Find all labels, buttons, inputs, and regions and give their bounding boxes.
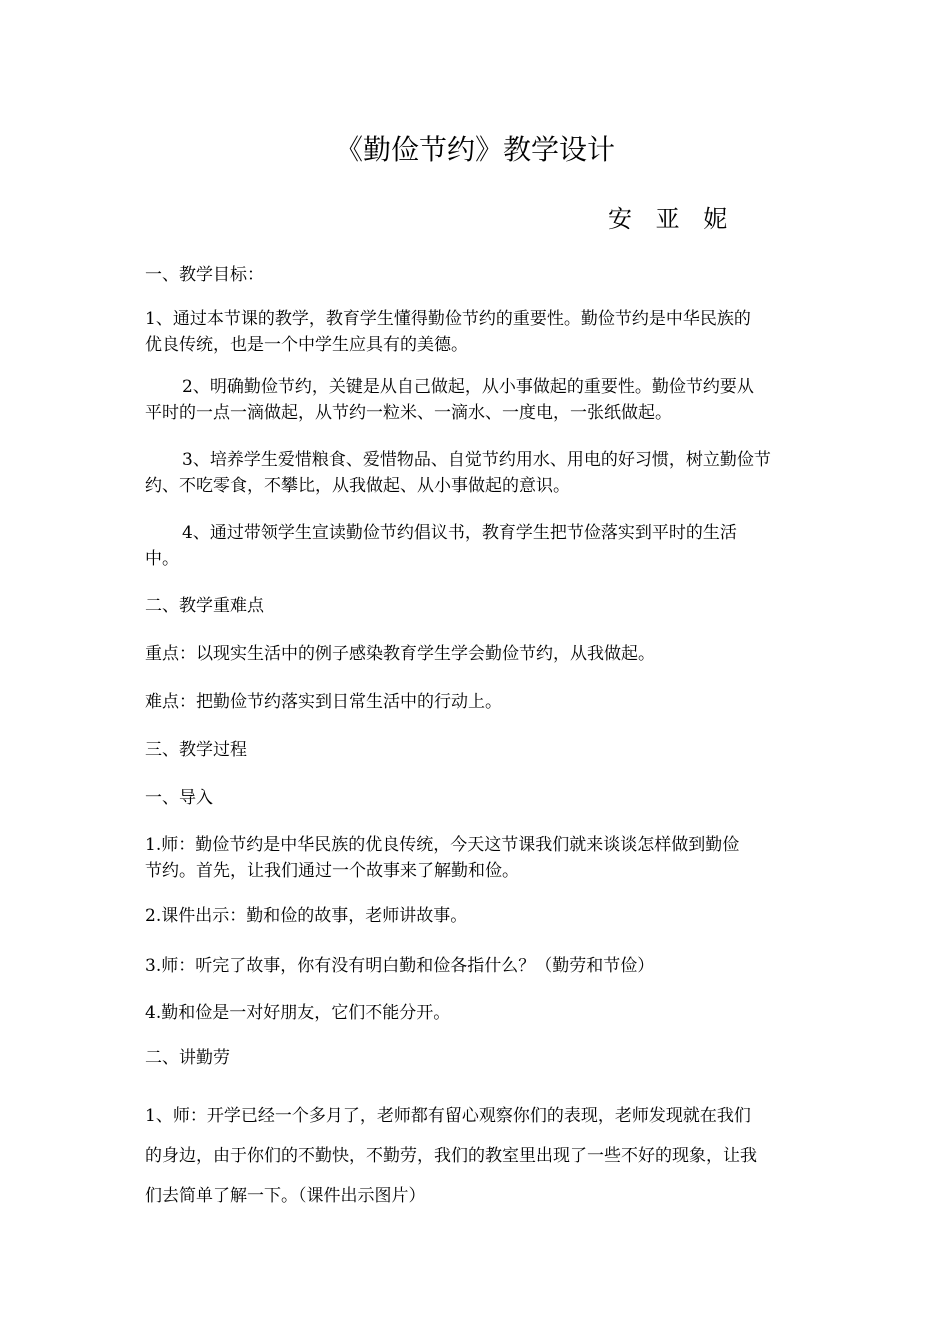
paragraph-goal-1 — [145, 306, 810, 358]
paragraph-intro-4: 4.勤和俭是一对好朋友，它们不能分开。 — [145, 1003, 451, 1023]
paragraph-key-point: 重点：以现实生活中的例子感染教育学生学会勤俭节约，从我做起。 — [145, 644, 655, 664]
section-heading-key-points: 二、教学重难点 — [145, 596, 264, 616]
paragraph-goal-3 — [145, 447, 810, 499]
author-name: 安 亚 妮 — [608, 205, 736, 233]
paragraph-line: 平时的一点一滴做起，从节约一粒米、一滴水、一度电，一张纸做起。 — [145, 403, 672, 423]
document-title: 《勤俭节约》教学设计 — [334, 133, 615, 166]
paragraph-line: 1、师：开学已经一个多月了，老师都有留心观察你们的表现，老师发现就在我们 — [145, 1106, 751, 1126]
paragraph-difficult-point: 难点：把勤俭节约落实到日常生活中的行动上。 — [145, 692, 502, 712]
paragraph-goal-2 — [145, 374, 810, 426]
paragraph-goal-4 — [145, 520, 810, 572]
paragraph-line: 3、培养学生爱惜粮食、爱惜物品、自觉节约用水、用电的好习惯，树立勤俭节 — [182, 450, 771, 470]
subsection-heading-diligence: 二、讲勤劳 — [145, 1048, 230, 1068]
paragraph-line: 们去简单了解一下。（课件出示图片） — [145, 1186, 426, 1206]
section-heading-process: 三、教学过程 — [145, 740, 247, 760]
paragraph-diligence-1 — [145, 1096, 810, 1216]
paragraph-line: 优良传统，也是一个中学生应具有的美德。 — [145, 335, 468, 355]
subsection-heading-intro: 一、导入 — [145, 788, 213, 808]
paragraph-intro-2: 2.课件出示：勤和俭的故事，老师讲故事。 — [145, 906, 468, 926]
paragraph-intro-3: 3.师：听完了故事，你有没有明白勤和俭各指什么？（勤劳和节俭） — [145, 956, 655, 976]
paragraph-line: 1、通过本节课的教学，教育学生懂得勤俭节约的重要性。勤俭节约是中华民族的 — [145, 309, 751, 329]
paragraph-line: 1.师：勤俭节约是中华民族的优良传统，今天这节课我们就来谈谈怎样做到勤俭 — [145, 835, 740, 855]
section-heading-goals: 一、教学目标： — [145, 265, 264, 285]
paragraph-line: 约、不吃零食，不攀比，从我做起、从小事做起的意识。 — [145, 476, 570, 496]
paragraph-line: 节约。首先，让我们通过一个故事来了解勤和俭。 — [145, 861, 519, 881]
paragraph-line: 的身边，由于你们的不勤快，不勤劳，我们的教室里出现了一些不好的现象，让我 — [145, 1146, 757, 1166]
paragraph-line: 4、通过带领学生宣读勤俭节约倡议书，教育学生把节俭落实到平时的生活 — [182, 523, 737, 543]
paragraph-intro-1 — [145, 832, 810, 884]
paragraph-line: 2、明确勤俭节约，关键是从自己做起，从小事做起的重要性。勤俭节约要从 — [182, 377, 754, 397]
paragraph-line: 中。 — [145, 549, 179, 569]
